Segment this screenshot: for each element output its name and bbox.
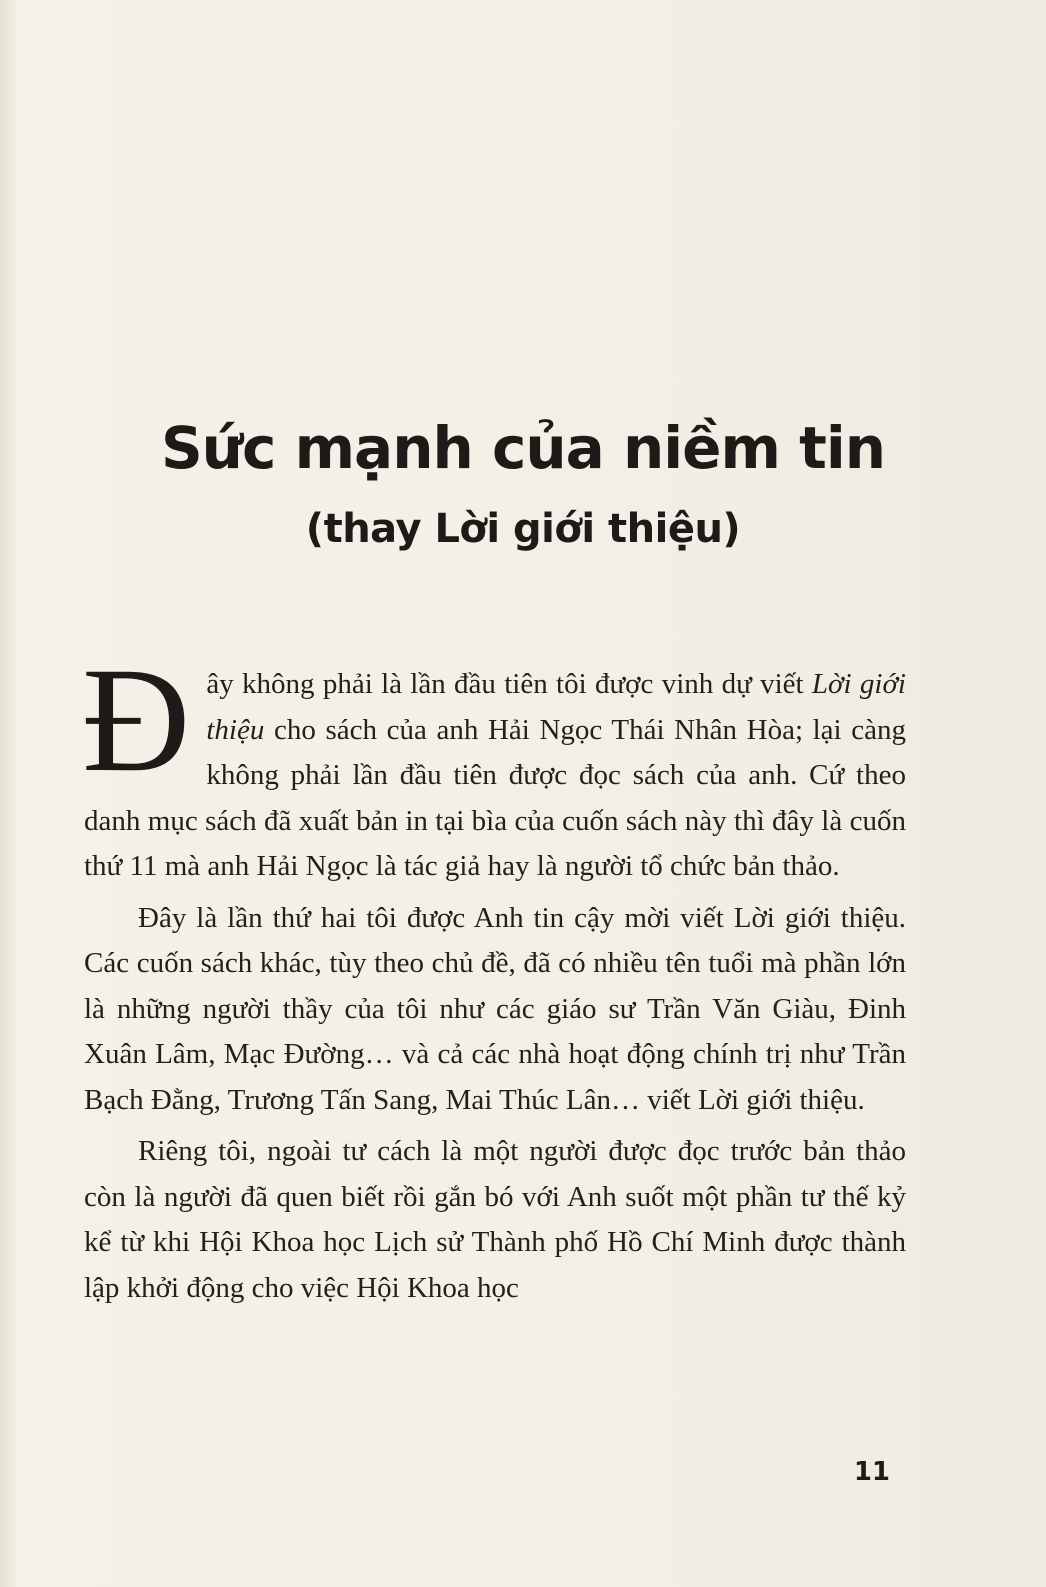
paragraph-2: Đây là lần thứ hai tôi được Anh tin cậy mời viết Lời giới thiệu. Các cuốn sách khác, tùy theo chủ đề, đã có nhiều tên tuổi mà phần lớn là những người thầy của tôi như các giáo sư Trần Văn Giàu, Đinh Xuân Lâm, Mạc Đường… và cả các nhà hoạt động chính trị như Trần Bạch Đằng, Trương Tấn Sang, Mai Thúc Lân… viết Lời giới thiệu. bbox=[84, 901, 906, 1116]
page-gutter-shadow bbox=[0, 0, 18, 1587]
paragraph-1-text-start: ây không phải là lần đầu tiên tôi được vinh dự viết bbox=[206, 668, 812, 700]
page-number: 11 bbox=[853, 1457, 890, 1487]
paragraph-3: Riêng tôi, ngoài tư cách là một người được đọc trước bản thảo còn là người đã quen biết rồi gắn bó với Anh suốt một phần tư thế kỷ kể từ khi Hội Khoa học Lịch sử Thành phố Hồ Chí Minh được thành lập khởi động cho việc Hội Khoa học bbox=[84, 1135, 906, 1304]
chapter-title: Sức mạnh của niềm tin bbox=[160, 413, 886, 482]
body-text bbox=[82, 637, 906, 1317]
chapter-subtitle: (thay Lời giới thiệu) bbox=[305, 506, 741, 553]
paragraph-1-text-end: cho sách của anh Hải Ngọc Thái Nhân Hòa; lại càng không phải lần đầu tiên được đọc sách của anh. Cứ theo danh mục sách đã xuất bản in tại bìa của cuốn sách này thì đây là cuốn thứ 11 mà anh Hải Ngọc là tác giả hay là người tổ chức bản thảo. bbox=[84, 713, 906, 882]
paragraph-1-italic-title: Lời giới thiệu bbox=[206, 668, 906, 746]
drop-cap: Đ bbox=[82, 637, 191, 803]
paragraph-1 bbox=[82, 637, 906, 890]
